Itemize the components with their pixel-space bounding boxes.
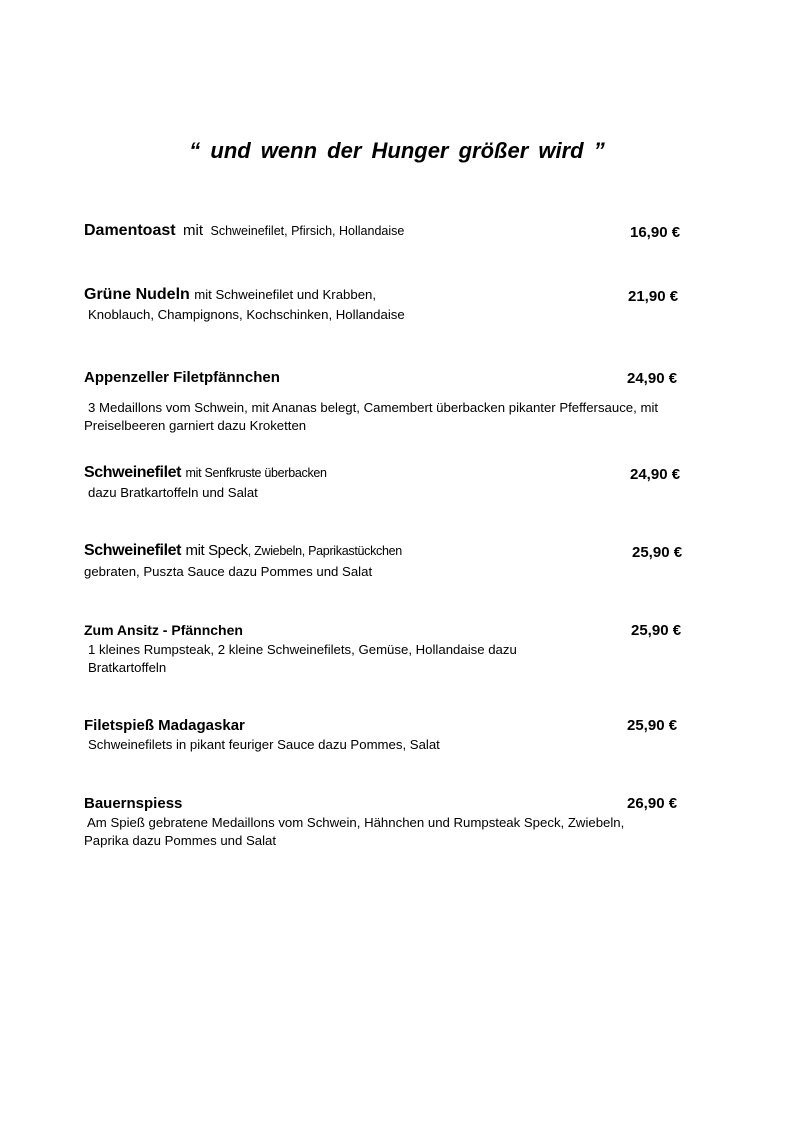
item-price: 25,90 € <box>631 622 682 639</box>
item-description-line2: dazu Bratkartoffeln und Salat <box>88 485 258 500</box>
item-mit: mit <box>183 222 204 239</box>
item-description: Am Spieß gebratene Medaillons vom Schwein, Hähnchen und Rumpsteak Speck, Zwiebeln, <box>87 815 625 830</box>
item-name: Zum Ansitz - Pfännchen <box>84 622 243 638</box>
item-name: Schweinefilet <box>84 542 182 559</box>
item-name: Damentoast <box>84 222 176 239</box>
menu-title: “ und wenn der Hunger größer wird ” <box>189 138 605 163</box>
item-name: Grüne Nudeln <box>84 286 190 303</box>
item-mit: mit Speck <box>185 542 248 559</box>
item-description-line2: Paprika dazu Pommes und Salat <box>84 833 277 848</box>
item-description: mit Senfkruste überbacken <box>185 466 327 480</box>
item-price: 26,90 € <box>627 795 678 812</box>
item-name: Filetspieß Madagaskar <box>84 717 245 734</box>
item-description-line2: gebraten, Puszta Sauce dazu Pommes und Salat <box>84 564 373 579</box>
item-description-line2: Knoblauch, Champignons, Kochschinken, Hollandaise <box>88 307 405 322</box>
item-description: Schweinefilet, Pfirsich, Hollandaise <box>210 224 405 238</box>
item-price: 25,90 € <box>632 544 683 561</box>
item-description: 3 Medaillons vom Schwein, mit Ananas belegt, Camembert überbacken pikanter Pfeffersauce, mit <box>88 400 659 415</box>
item-description-line2: Preiselbeeren garniert dazu Kroketten <box>84 418 307 433</box>
item-price: 25,90 € <box>627 717 678 734</box>
item-description: , Zwiebeln, Paprikastückchen <box>247 544 402 558</box>
item-description: mit Schweinefilet und Krabben, <box>194 287 377 302</box>
item-price: 16,90 € <box>630 224 681 241</box>
item-name: Schweinefilet <box>84 464 182 481</box>
item-price: 24,90 € <box>627 370 678 387</box>
item-price: 21,90 € <box>628 288 679 305</box>
item-description: 1 kleines Rumpsteak, 2 kleine Schweinefilets, Gemüse, Hollandaise dazu <box>88 642 517 657</box>
item-name: Bauernspiess <box>84 795 183 812</box>
item-description: Schweinefilets in pikant feuriger Sauce dazu Pommes, Salat <box>88 737 440 752</box>
item-name: Appenzeller Filetpfännchen <box>84 369 280 386</box>
item-description-line2: Bratkartoffeln <box>88 660 167 675</box>
item-price: 24,90 € <box>630 466 681 483</box>
